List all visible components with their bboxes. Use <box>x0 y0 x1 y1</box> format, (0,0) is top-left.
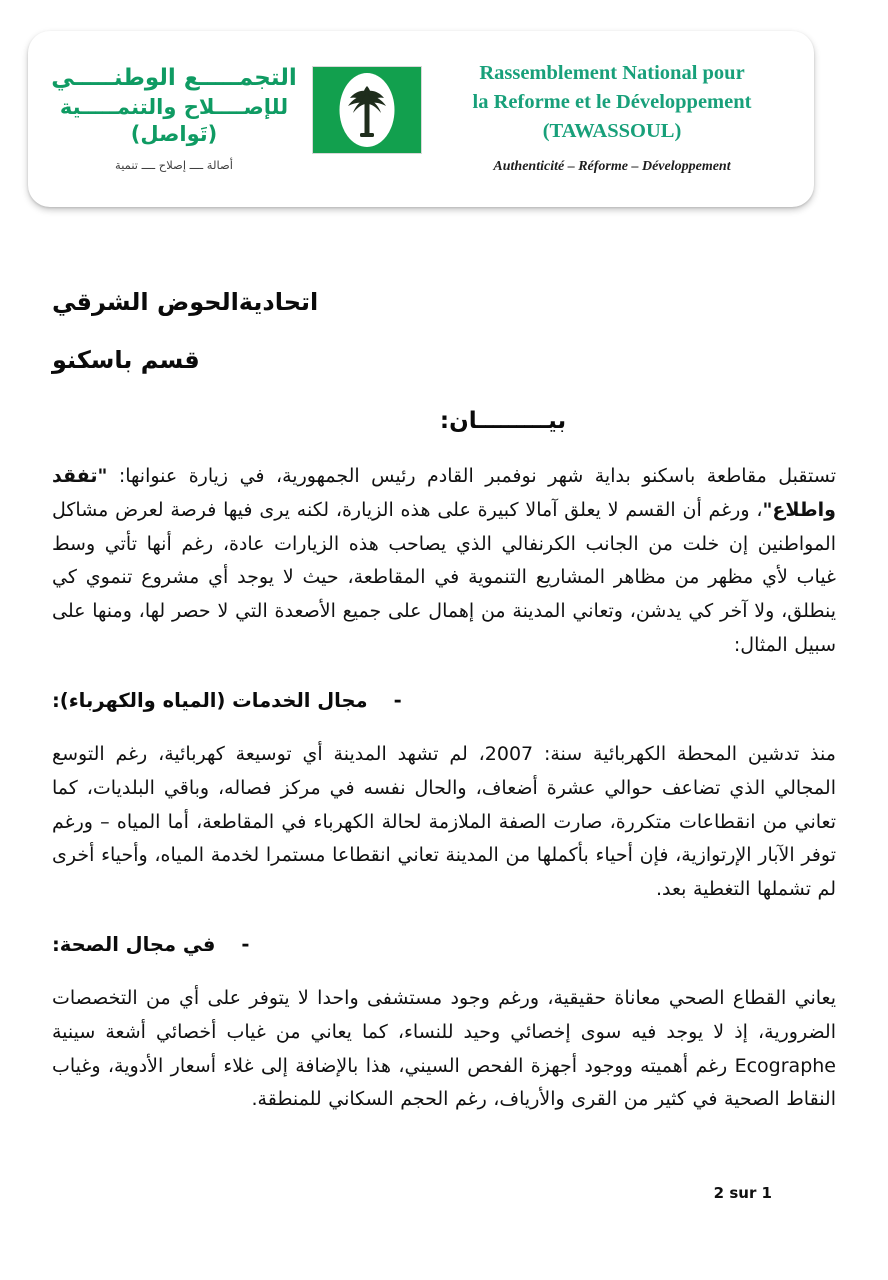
letterhead-arabic-tagline: أصالة ــــ إصلاح ــــ تنمية <box>115 157 233 172</box>
letterhead-arabic-line-2: للإصــــلاح والتنمـــــية <box>59 95 289 120</box>
section-label-health: في مجال الصحة: <box>52 932 216 956</box>
letterhead-french-line-2: la Reforme et le Développement <box>472 90 752 113</box>
paragraph-intro <box>52 460 836 663</box>
paragraph-services: منذ تدشين المحطة الكهربائية سنة: 2007، لم تشهد المدينة أي توسيعة كهربائية، رغم التوسع المجالي الذي تضاعف حوالي عشرة أضعاف، والحال نفسه في مركز فصاله، وباقي البلديات، كما تعاني من انقطاعات متكررة، صارت الصفة الملازمة لحالة الكهرباء في المقاطعة، أما المياه – ورغم توفر الآبار الإرتوازية، فإن أحياء بأكملها من المدينة تعاني انقطاعا مستمرا لخدمة المياه، وأحياء أخرى لم تشملها التغطية بعد. <box>52 742 836 901</box>
page-footer: 2 sur 1 <box>713 1184 772 1202</box>
paragraph-intro-text-2: ، ورغم أن القسم لا يعلق آمالا كبيرة على هذه الزيارة، لكنه يرى فيها فرصة لعرض مشاكل المواطنين إن خلت من الجانب الكرنفالي الذي يصاحب هذه الزيارات عادة، رغم أنها تأتي وسط غياب لأي مظهر من مظاهر المشاريع التنموية في المقاطعة، حيث لا يوجد أي مشروع تنموي كي ينطلق، ولا آخر كي يدشن، وتعاني المدينة من إهمال على جميع الأصعدة التي لا حصر لها، ومنها على سبيل المثال: <box>52 498 836 657</box>
letterhead-french-line-1: Rassemblement National pour <box>479 61 745 84</box>
letterhead-french-block <box>436 59 788 179</box>
paragraph-health-latin-term: Ecographe <box>734 1054 836 1077</box>
paragraph-health-text-1: يعاني القطاع الصحي معاناة حقيقية، ورغم وجود مستشفى واحدا لا يتوفر على أي من التخصصات الضرورية، إذ لا يوجد فيه سوى إخصائي وحيد للنساء، كما يعاني من غياب أخصائي أشعة سينية <box>52 986 836 1043</box>
letterhead-arabic-line-1: التجمـــــع الوطنـــــي <box>51 65 297 92</box>
paragraph-intro-text-1: تستقبل مقاطعة باسكنو بداية شهر نوفمبر القادم رئيس الجمهورية، في زيارة عنوانها: <box>107 465 836 487</box>
paragraph-intro-bold: "تفقد واطلاع" <box>52 465 836 521</box>
palm-tree-emblem-icon <box>312 66 422 154</box>
document-body <box>52 288 836 1141</box>
organization-line-2: قسم باسكنو <box>52 346 200 374</box>
section-heading-services <box>52 689 836 712</box>
section-label-services: مجال الخدمات (المياه والكهرباء): <box>52 688 368 712</box>
statement-heading: بيـــــــــان: <box>439 408 567 434</box>
letterhead-french-line-3: (TAWASSOUL) <box>542 120 682 143</box>
letterhead-arabic-block <box>50 64 298 173</box>
letterhead-arabic-line-3: (تَواصل) <box>130 122 218 147</box>
palm-tree-icon <box>344 79 390 141</box>
organization-line-1: اتحاديةالحوض الشرقي <box>52 288 319 316</box>
section-heading-health <box>52 933 836 956</box>
letterhead-french-tagline: Authenticité – Réforme – Développement <box>493 159 731 175</box>
paragraph-health-text-2: رغم أهميته ووجود أجهزة الفحص السيني، هذا بالإضافة إلى غلاء أسعار الأدوية، وغياب النقاط الصحية في كثير من القرى والأرياف، رغم الحجم السكاني للمنطقة. <box>52 1054 836 1111</box>
bullet-dash-health: - <box>241 932 250 956</box>
paragraph-health <box>52 982 836 1117</box>
bullet-dash-services: - <box>393 688 402 712</box>
letterhead-card <box>28 31 814 207</box>
